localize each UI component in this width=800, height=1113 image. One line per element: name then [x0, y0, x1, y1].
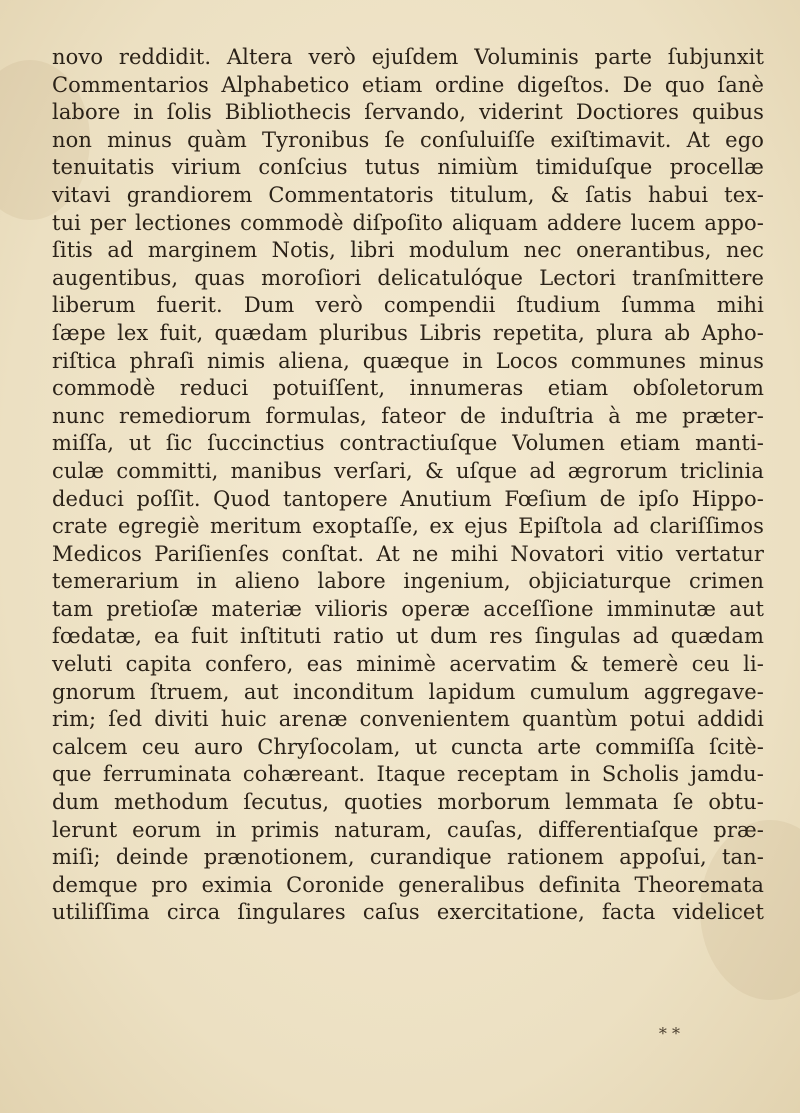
text-line: que ferruminata cohæreant. Itaque receptam in Scholis jamdu- [52, 762, 764, 787]
text-line: culæ committi, manibus verſari, & uſque ad ægrorum triclinia [52, 458, 764, 483]
text-line: nunc remediorum formulas, fateor de induſtria à me præter- [52, 403, 764, 428]
text-line: fœdatæ, ea fuit inſtituti ratio ut dum res ſingulas ad quædam [52, 624, 764, 649]
text-line: miſi; deinde prænotionem, curandique rationem appoſui, tan- [52, 845, 764, 870]
page-footer [0, 1024, 800, 1054]
text-line: lerunt eorum in primis naturam, cauſas, differentiaſque præ- [52, 817, 764, 842]
text-line: Commentarios Alphabetico etiam ordine digeſtos. De quo ſanè [52, 72, 764, 97]
text-line: vitavi grandiorem Commentatoris titulum, & ſatis habui tex- [52, 182, 764, 207]
text-line: calcem ceu auro Chryſocolam, ut cuncta arte commiſſa ſcitè- [52, 734, 764, 759]
text-line: utiliſſima circa ſingulares caſus exercitatione, facta videlicet [52, 900, 764, 925]
text-line: ſitis ad marginem Notis, libri modulum nec onerantibus, nec [52, 238, 764, 263]
text-line: tam pretioſæ materiæ vilioris operæ acceſſione imminutæ aut [52, 596, 764, 621]
text-line: veluti capita confero, eas minimè acervatim & temerè ceu li- [52, 652, 764, 677]
text-line: dum methodum ſecutus, quoties morborum lemmata ſe obtu- [52, 790, 764, 815]
text-line: gnorum ſtruem, aut inconditum lapidum cumulum aggregave- [52, 679, 764, 704]
text-line: novo reddidit. Altera verò ejuſdem Voluminis parte ſubjunxit [52, 45, 764, 69]
text-line: tui per lectiones commodè diſpoſito aliquam addere lucem appo- [52, 210, 764, 235]
text-line: non minus quàm Tyronibus ſe conſuluiſſe exiſtimavit. At ego [52, 127, 764, 152]
text-line: deduci poſſit. Quod tantopere Anutium Fœſium de ipſo Hippo- [52, 486, 764, 511]
text-line: riſtica phraſi nimis aliena, quæque in Locos communes minus [52, 348, 764, 373]
text-line: ſæpe lex fuit, quædam pluribus Libris repetita, plura ab Apho- [52, 320, 764, 345]
text-line: liberum fuerit. Dum verò compendii ſtudium ſumma mihi [52, 293, 764, 318]
text-line: labore in ſolis Bibliothecis ſervando, viderint Doctiores quibus [52, 100, 764, 125]
text-line: tenuitatis virium conſcius tutus nimiùm timiduſque procellæ [52, 155, 764, 180]
text-line: miſſa, ut ſic ſuccinctius contractiuſque Volumen etiam manti- [52, 431, 764, 456]
text-line: temerarium in alieno labore ingenium, objiciaturque crimen [52, 569, 764, 594]
text-line: crate egregiè meritum exoptaſſe, ex ejus Epiſtola ad clariſſimos [52, 514, 764, 539]
signature-mark: * * [658, 1024, 680, 1043]
text-line: demque pro eximia Coronide generalibus definita Theoremata [52, 872, 764, 897]
text-line: Medicos Pariſienſes conſtat. At ne mihi Novatori vitio vertatur [52, 541, 764, 566]
body-text [52, 44, 764, 927]
text-line: rim; ſed diviti huic arenæ convenientem quantùm potui addidi [52, 707, 764, 732]
text-line: augentibus, quas moroſiori delicatulóque Lectori tranſmittere [52, 265, 764, 290]
text-line: commodè reduci potuiſſent, innumeras etiam obſoletorum [52, 376, 764, 401]
